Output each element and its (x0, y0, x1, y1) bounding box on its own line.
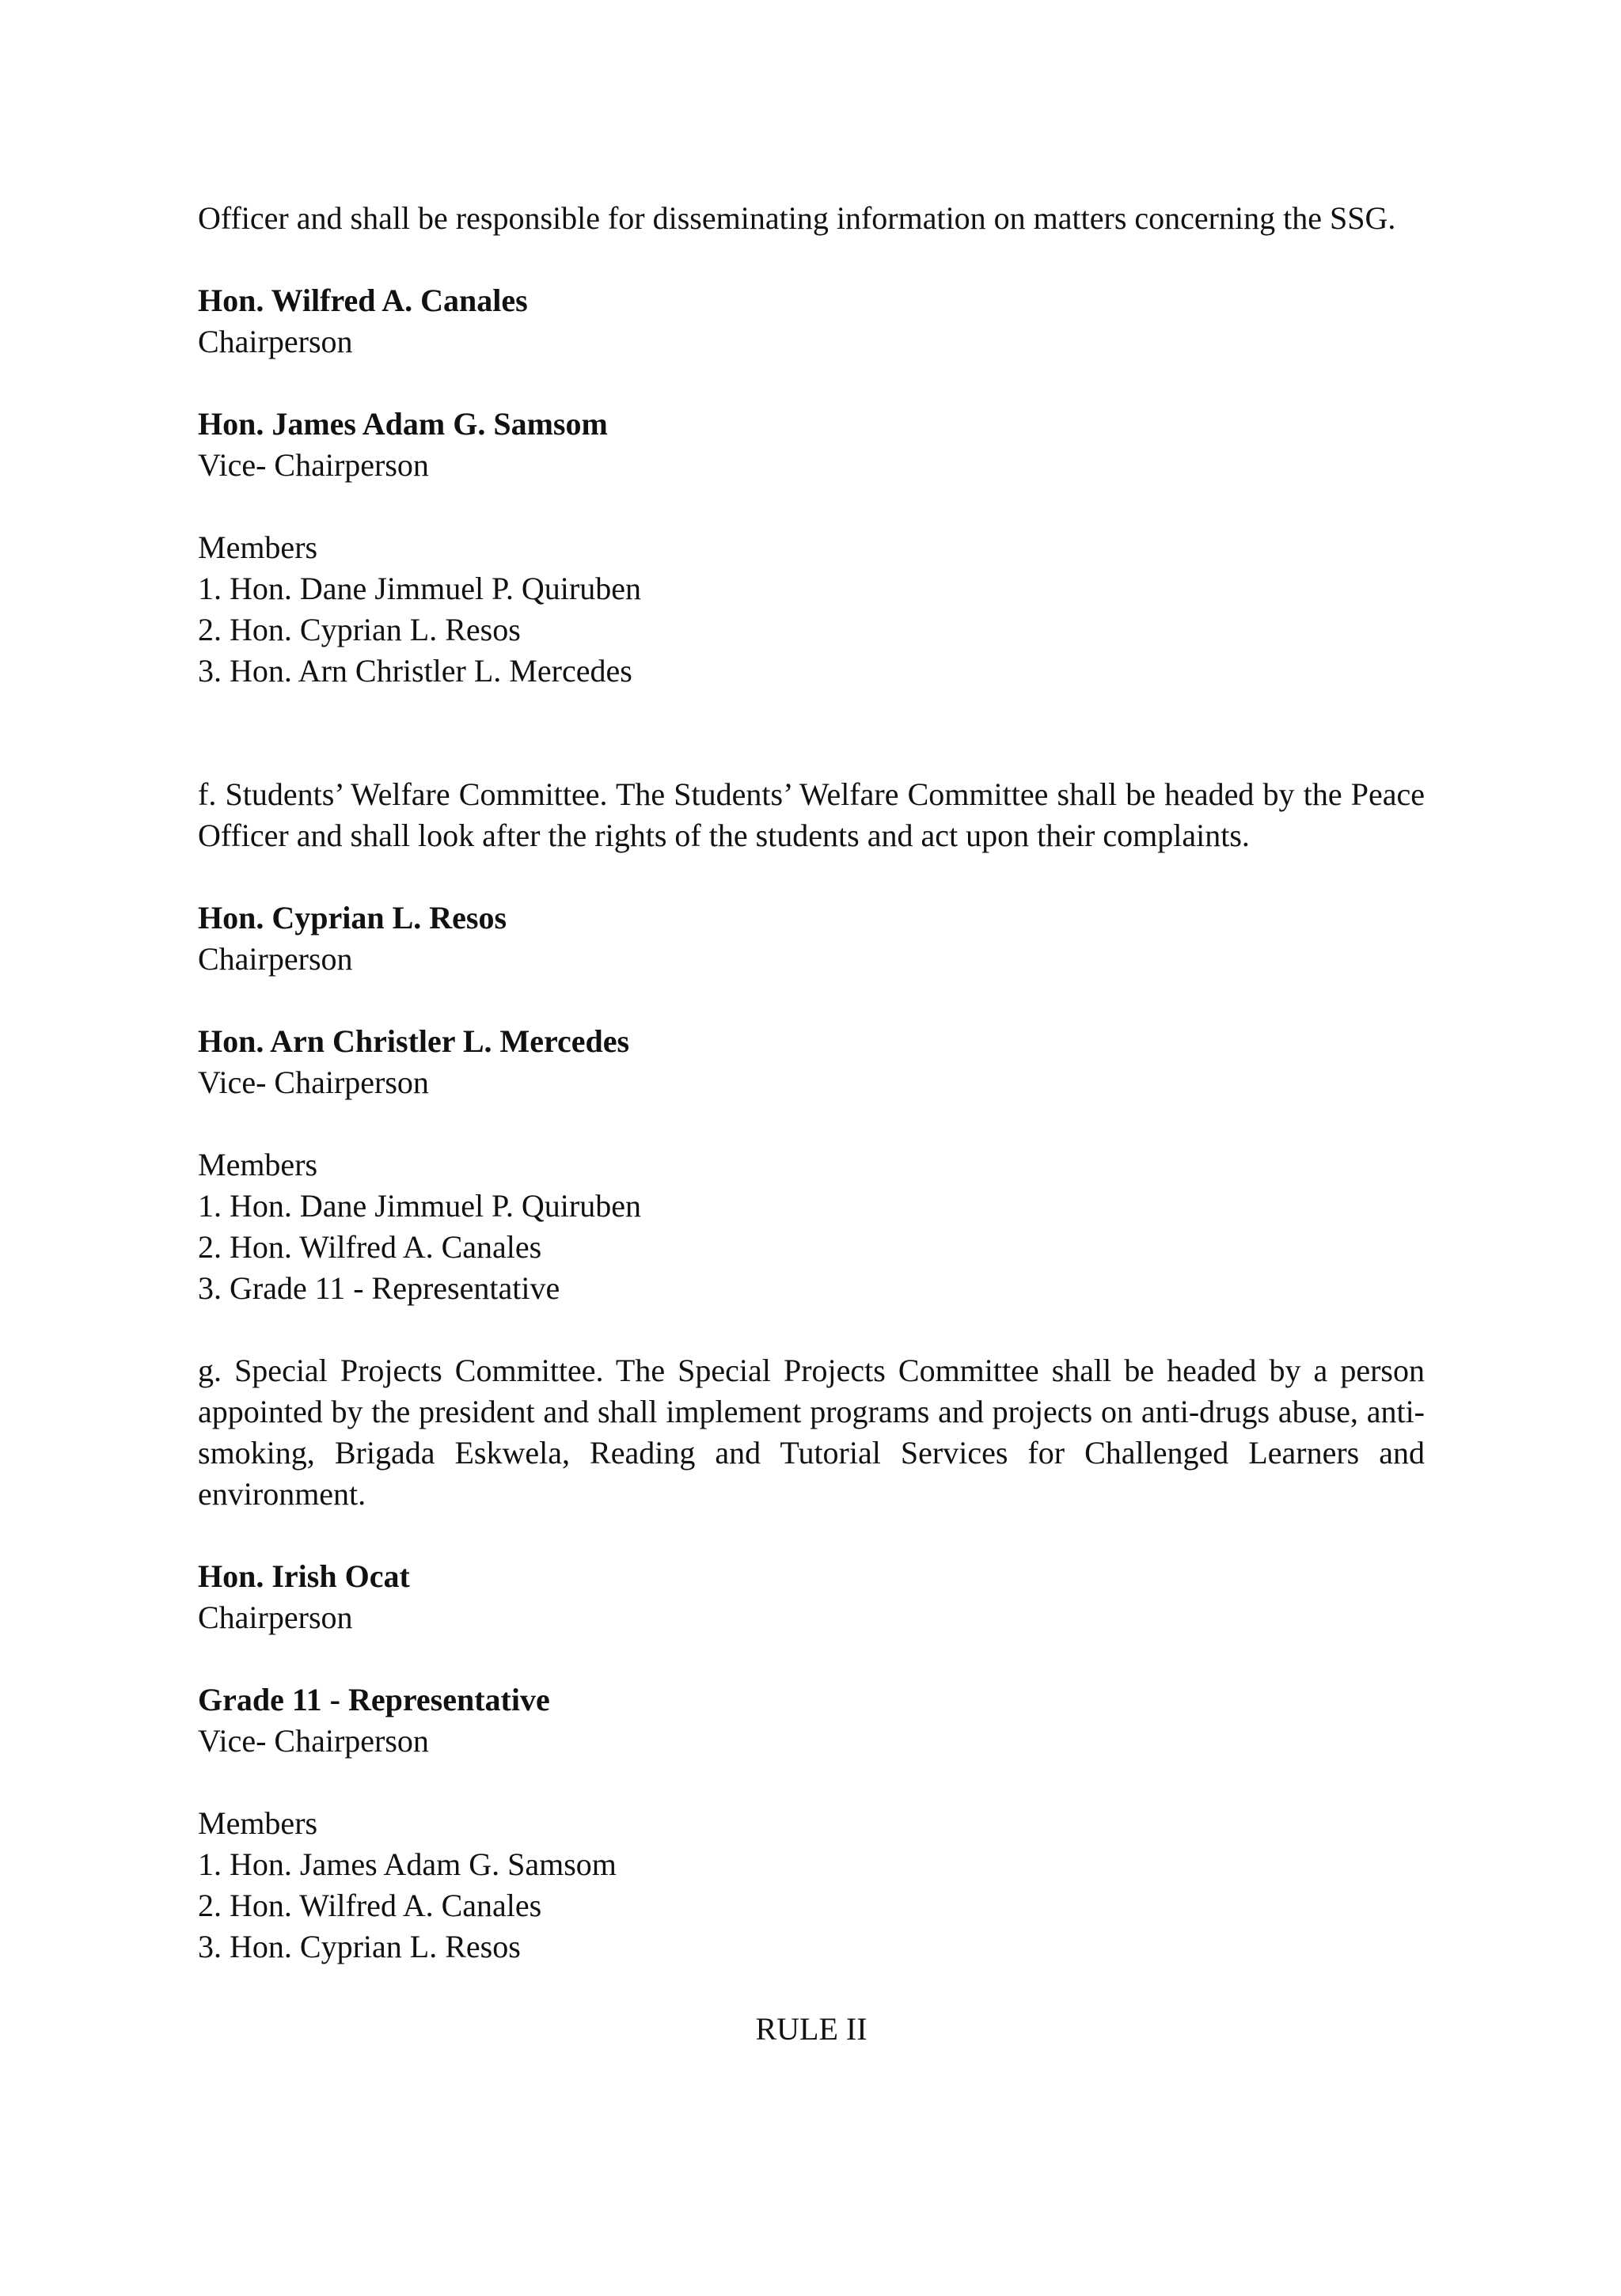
committee-e-vice-name: Hon. James Adam G. Samsom (198, 406, 608, 442)
committee-e-vice (198, 404, 1425, 486)
committee-f-vice-name: Hon. Arn Christler L. Mercedes (198, 1023, 630, 1059)
committee-f-chair (198, 898, 1425, 980)
committee-g-vice-title: Vice- Chairperson (198, 1723, 429, 1759)
list-item: 1. Hon. James Adam G. Samsom (198, 1846, 617, 1882)
committee-g-chair-name: Hon. Irish Ocat (198, 1558, 410, 1594)
intro-paragraph: Officer and shall be responsible for disseminating information on matters concerning the SSG. (198, 200, 1396, 236)
committee-e-chair-name: Hon. Wilfred A. Canales (198, 283, 528, 318)
committee-f-members (198, 1144, 1425, 1309)
committee-g-description: g. Special Projects Committee. The Special Projects Committee shall be headed by a person appointed by the president and shall implement programs and projects on anti-drugs abuse, anti-smoking, Brigada Eskwela, Reading and Tutorial Services for Challenged Learners and environment. (198, 1353, 1425, 1512)
document-page (198, 198, 1425, 2050)
committee-g-chair-title: Chairperson (198, 1600, 353, 1635)
committee-f-vice-title: Vice- Chairperson (198, 1065, 429, 1100)
list-item: 3. Hon. Arn Christler L. Mercedes (198, 653, 632, 689)
committee-e-chair (198, 280, 1425, 362)
list-item: 2. Hon. Wilfred A. Canales (198, 1229, 542, 1265)
committee-e-members (198, 527, 1425, 692)
committee-f-vice (198, 1021, 1425, 1103)
committee-g-members (198, 1803, 1425, 1968)
committee-g-vice-name: Grade 11 - Representative (198, 1682, 550, 1717)
rule-heading: RULE II (755, 2011, 867, 2047)
committee-f-chair-name: Hon. Cyprian L. Resos (198, 900, 507, 935)
list-item: 3. Hon. Cyprian L. Resos (198, 1929, 521, 1964)
committee-f-members-label: Members (198, 1147, 318, 1182)
list-item: 2. Hon. Wilfred A. Canales (198, 1888, 542, 1923)
committee-f-chair-title: Chairperson (198, 941, 353, 977)
list-item: 1. Hon. Dane Jimmuel P. Quiruben (198, 571, 641, 606)
committee-g-members-label: Members (198, 1805, 318, 1841)
committee-e-vice-title: Vice- Chairperson (198, 447, 429, 483)
committee-e-members-label: Members (198, 529, 318, 565)
list-item: 2. Hon. Cyprian L. Resos (198, 612, 521, 647)
committee-g-chair (198, 1556, 1425, 1638)
committee-g-vice (198, 1679, 1425, 1762)
committee-e-chair-title: Chairperson (198, 324, 353, 359)
committee-f-description: f. Students’ Welfare Committee. The Students’ Welfare Committee shall be headed by the Peace Officer and shall look after the rights of the students and act upon their complaints. (198, 776, 1425, 853)
list-item: 3. Grade 11 - Representative (198, 1270, 560, 1306)
list-item: 1. Hon. Dane Jimmuel P. Quiruben (198, 1188, 641, 1224)
